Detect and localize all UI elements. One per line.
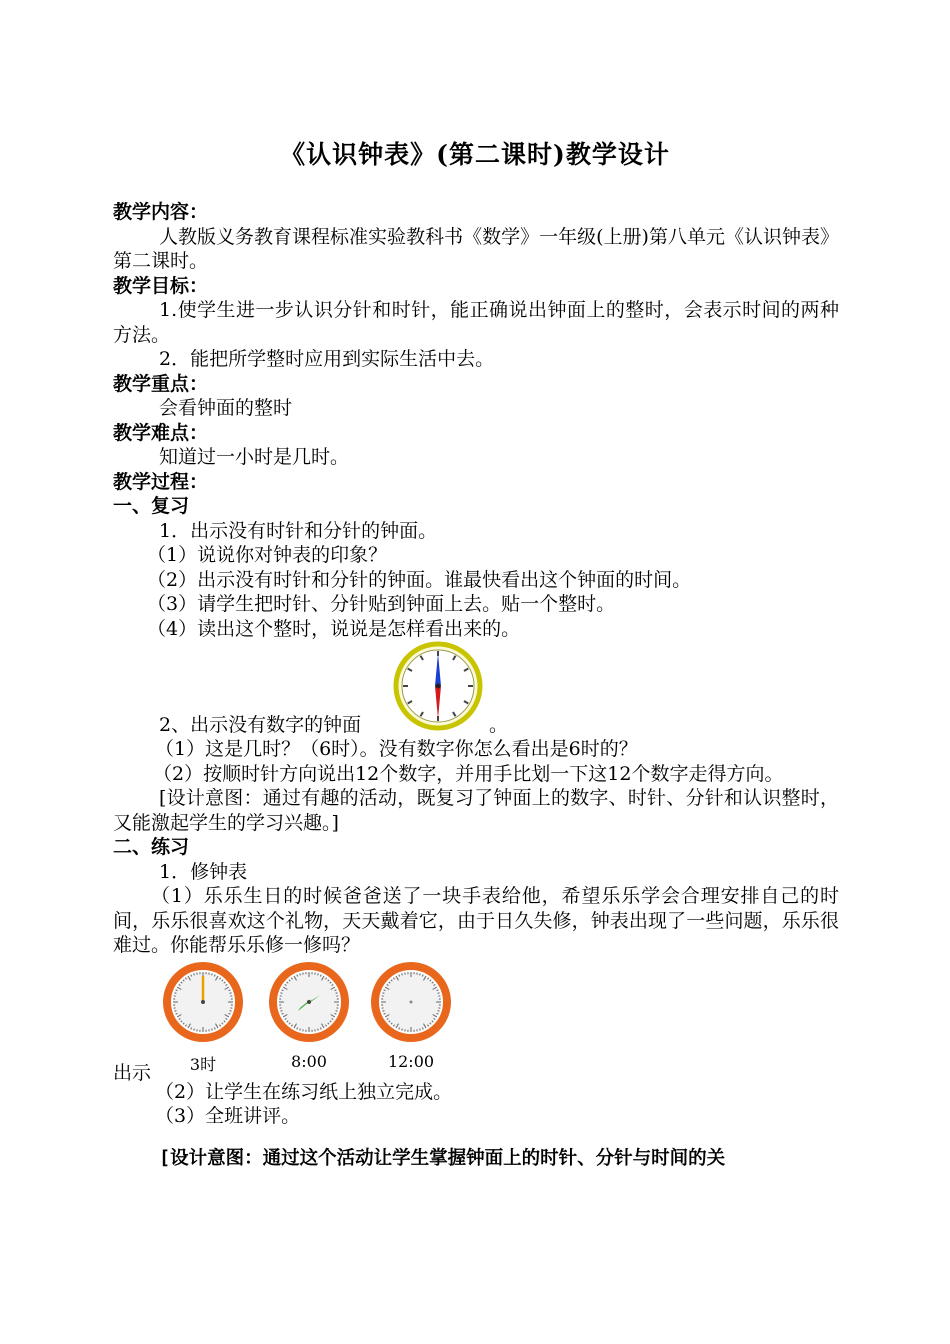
process-heading: 教学过程： (113, 470, 209, 493)
step-2a: （1）这是几时？（6时）。没有数字你怎么看出是6时的？ (155, 738, 638, 760)
clock-label-1: 3时 (189, 1054, 217, 1074)
clocks-row (113, 958, 839, 1084)
clock-8-icon (267, 960, 351, 1044)
section-1-heading: 一、复习 (113, 495, 190, 517)
compass-clock-line (113, 641, 839, 737)
difficulty-heading: 教学难点： (113, 421, 209, 444)
goals-heading: 教学目标： (113, 274, 209, 297)
practice-1b: （2）让学生在练习纸上独立完成。 (155, 1080, 453, 1103)
step-1: 1．出示没有时针和分针的钟面。 (159, 519, 438, 542)
step-2-end: 。 (489, 713, 509, 736)
clock-label-3: 12:00 (387, 1051, 435, 1071)
practice-1c: （3）全班讲评。 (155, 1105, 301, 1127)
practice-1: 1．修钟表 (159, 860, 248, 883)
clock-12-icon (369, 960, 453, 1044)
clock-label-2: 8:00 (291, 1051, 327, 1071)
step-1c: （3）请学生把时针、分针贴到钟面上去。贴一个整时。 (147, 593, 616, 615)
difficulty-text: 知道过一小时是几时。 (159, 446, 350, 468)
key-text: 会看钟面的整时 (159, 397, 293, 419)
key-heading: 教学重点： (113, 372, 209, 395)
content-heading: 教学内容： (113, 201, 209, 223)
step-2b: （2）按顺时针方向说出12个数字，并用手比划一下这12个数字走得方向。 (153, 762, 784, 785)
design-intent-2: [设计意图：通过这个活动让学生掌握钟面上的时针、分针与时间的关 (159, 1148, 726, 1169)
goal-2: 2．能把所学整时应用到实际生活中去。 (159, 348, 495, 370)
step-1a: （1）说说你对钟表的印象？ (147, 544, 388, 566)
design-intent-1: [设计意图：通过有趣的活动，既复习了钟面上的数字、时针、分针和认识整时，又能激起学生的学习兴趣。] (113, 787, 839, 834)
document-body (113, 200, 839, 1190)
practice-1a: （1）乐乐生日的时候爸爸送了一块手表给他，希望乐乐学会合理安排自己的时间，乐乐很喜欢这个礼物，天天戴着它，由于日久失修，钟表出现了一些问题，乐乐很难过。你能帮乐乐修一修吗？ (113, 885, 839, 956)
clock-3-icon (161, 960, 245, 1044)
step-1b: （2）出示没有时针和分针的钟面。谁最快看出这个钟面的时间。 (147, 568, 692, 591)
show-label: 出示 (113, 1061, 152, 1084)
section-2-heading: 二、练习 (113, 836, 190, 858)
numberless-clock-icon (393, 641, 483, 731)
step-1d: （4）读出这个整时，说说是怎样看出来的。 (147, 617, 521, 640)
content-text: 人教版义务教育课程标准实验教科书《数学》一年级(上册)第八单元《认识钟表》第二课时。 (113, 225, 839, 272)
step-2: 2、出示没有数字的钟面 (159, 713, 362, 736)
page-title: 《认识钟表》(第二课时)教学设计 (280, 140, 670, 169)
goal-1: 1.使学生进一步认识分针和时针，能正确说出钟面上的整时，会表示时间的两种方法。 (113, 299, 839, 346)
